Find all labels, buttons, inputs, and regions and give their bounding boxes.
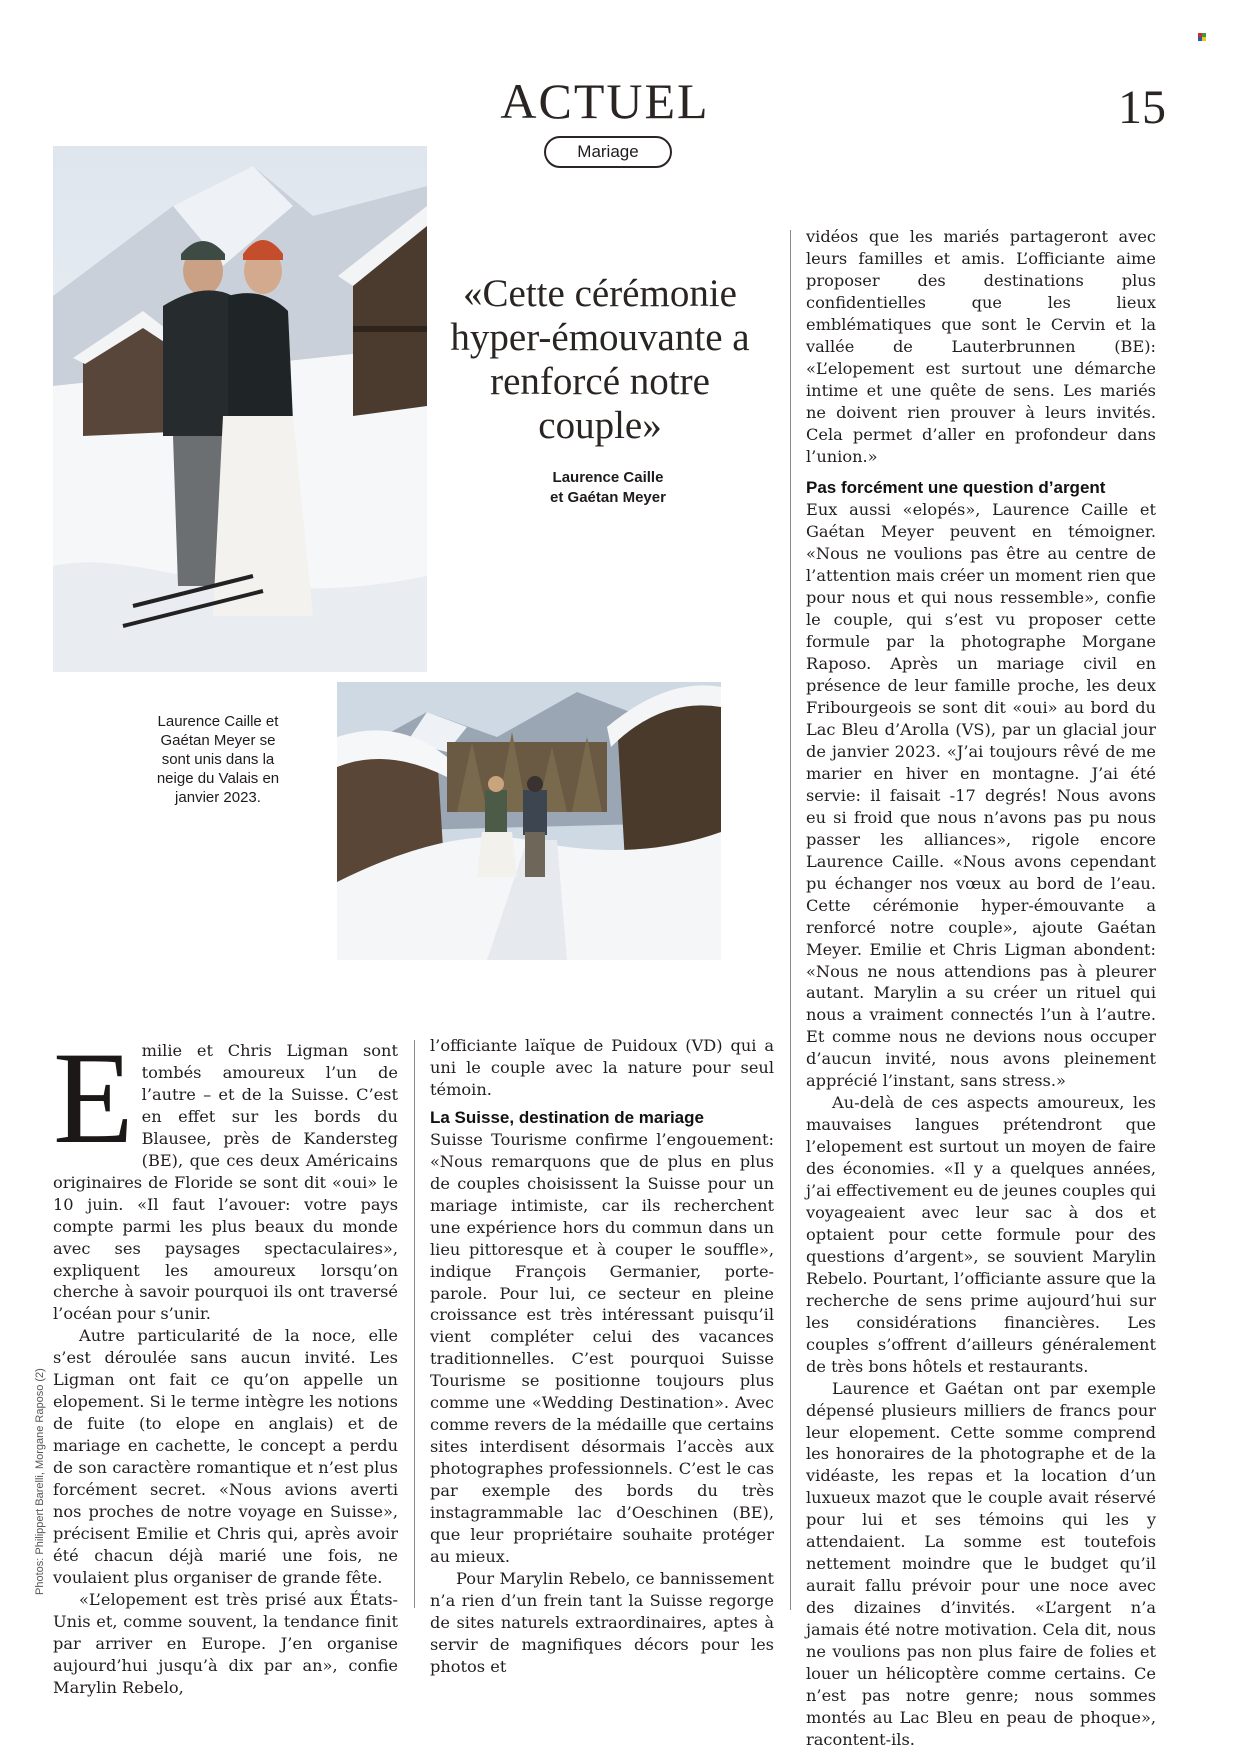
col1-paragraph-3: «L’elopement est très prisé aux États-Unis et, comme souvent, la tendance finit par arriver en Europe. J’en organise aujourd’hui jusqu’à dix par an», confie Marylin Rebelo, (53, 1589, 398, 1697)
pull-quote-credit (520, 468, 696, 508)
column-divider-2 (790, 230, 791, 1610)
pull-quote: «Cette cérémonie hyper-émouvante a renforcé notre couple» (450, 272, 750, 447)
photo-credit: Photos: Philippert Barelli, Morgane Raposo (2) (34, 1368, 46, 1595)
photo-couple-embrace (53, 146, 427, 672)
col1-paragraph-1: milie et Chris Ligman sont tombés amoureux l’un de l’autre – et de la Suisse. C’est en effet sur les bords du Blausee, près de Kandersteg (BE), que ces deux Américains originaires de Floride se sont dit «oui» le 10 juin. «Il faut l’avouer: votre pays compte parmi les plus beaux du monde avec ses paysages spectaculaires», expliquent les amoureux lorsqu’on cherche à savoir pourquoi ils ont traversé l’océan pour s’unir. (53, 1041, 398, 1324)
page-number: 15 (1118, 81, 1166, 134)
article-column-1 (53, 1024, 398, 1699)
dropcap: E (53, 1024, 134, 1171)
section-title: ACTUEL (500, 73, 710, 129)
article-column-2 (430, 1035, 774, 1678)
col3-paragraph-1: vidéos que les mariés partageront avec leurs familles et amis. L’officiante aime proposer des destinations plus confidentielles que les lieux emblématiques que sont le Cervin et la vallée de Lauterbrunnen (BE): «L’elopement est surtout une démarche intime et une quête de sens. Les mariés ne doivent rien prouver à leurs invités. Cela permet d’aller en profondeur dans l’union.» (806, 227, 1156, 466)
col2-paragraph-1: l’officiante laïque de Puidoux (VD) qui a uni le couple avec la nature pour seul témoin. (430, 1036, 774, 1099)
credit-line-1: Laurence Caille (552, 469, 664, 486)
col3-subheading: Pas forcément une question d’argent (806, 478, 1106, 498)
col3-paragraph-3: Au-delà de ces aspects amoureux, les mauvaises langues prétendront que l’elopement est surtout un moyen de faire des économies. «Il y a quelques années, j’ai effectivement eu de jeunes couples qui voyageaient avec leur sac à dos et optaient pour cette formule pour des questions d’argent», se souvient Marylin Rebelo. Pourtant, l’officiante assure que la recherche de sens prime aujourd’hui sur les considérations financières. Les couples s’offrent d’ailleurs généralement de très bons hôtels et restaurants. (806, 1093, 1156, 1376)
col1-paragraph-2: Autre particularité de la noce, elle s’est déroulée sans aucun invité. Les Ligman ont fait ce qu’on appelle un elopement. Si le terme intègre les notions de fuite (to elope en anglais) et de mariage en cachette, le concept a perdu de son caractère romantique et n’est plus forcément secret. «Nous avions averti nos proches de notre voyage en Suisse», précisent Emilie et Chris qui, après avoir été chacun déjà marié une fois, ne voulaient plus organiser de grande fête. (53, 1326, 398, 1587)
photo-couple-walking (337, 682, 721, 960)
photo-caption: Laurence Caille et Gaétan Meyer se sont unis dans la neige du Valais en janvier 2023. (156, 713, 280, 806)
col3-paragraph-4: Laurence et Gaétan ont par exemple dépensé plusieurs milliers de francs pour leur elopement. Cette somme comprend les honoraires de la photographe et de la vidéaste, les repas et la location d’un luxueux mazot que le couple avait réservé pour lui et ses témoins qui les y attendaient. La somme est toutefois nettement moindre que le budget qu’il aurait fallu prévoir pour une noce avec des dizaines d’invités. «L’argent n’a jamais été notre motivation. Cela dit, nous ne voulions pas non plus faire de folies et louer un hélicoptère comme certains. Ce n’est pas notre genre; nous sommes montés au Lac Bleu en peau de phoque», racontent-ils. (806, 1378, 1156, 1749)
col2-paragraph-3: Pour Marylin Rebelo, ce bannissement n’a rien d’un frein tant la Suisse regorge de sites naturels extraordinaires, aptes à servir de magnifiques décors pour les photos et (430, 1568, 774, 1676)
col2-subheading: La Suisse, destination de mariage (430, 1107, 704, 1127)
column-divider-1 (414, 1040, 415, 1608)
color-registration-mark (1198, 33, 1206, 41)
article-column-3 (806, 226, 1156, 1751)
col2-paragraph-2: Suisse Tourisme confirme l’engouement: «Nous remarquons que de plus en plus de couples choisissent la Suisse pour un mariage intimiste, car ils recherchent une expérience hors du commun dans un lieu pittoresque et à couper le souffle», indique François Germanier, porte-parole. Pour lui, ce secteur en pleine croissance est très intéressant puisqu’il vient compléter celui des vacances traditionnelles. C’est pourquoi Suisse Tourisme se positionne toujours plus comme une «Wedding Destination». Avec comme revers de la médaille que certains sites interdisent désormais l’accès aux photographes professionnels. C’est le cas par exemple des bords du très instagrammable lac d’Oeschinen (BE), que leur propriétaire souhaite protéger au mieux. (430, 1129, 774, 1566)
credit-line-2: et Gaétan Meyer (550, 489, 666, 506)
col3-paragraph-2: Eux aussi «elopés», Laurence Caille et Gaétan Meyer peuvent en témoigner. «Nous ne voulions pas être au centre de l’attention mais créer un moment rien que pour nous et qui nous ressemble», confie le couple, qui s’est vu proposer cette formule par la photographe Morgane Raposo. Après un mariage civil en présence de leur famille proche, les deux Fribourgeois se sont dit «oui» au bord du Lac Bleu d’Arolla (VS), par un glacial jour de janvier 2023. «J’ai toujours rêvé de me marier en hiver en montagne. J’ai été servie: il faisait -17 degrés! Nous avons eu si froid que nous n’avons pas pu nous passer les alliances», rigole encore Laurence Caille. «Nous avons cependant pu échanger nos vœux au bord de l’eau. Cette cérémonie hyper-émouvante a renforcé notre couple», ajoute Gaétan Meyer. Emilie et Chris Ligman abondent: «Nous ne nous attendions pas à pleurer autant. Marylin a su créer un rituel qui nous a vraiment connectés l’un à l’autre. Et comme nous ne devions nous occuper d’aucun invité, nous avons pleinement apprécié l’instant, sans stress.» (806, 500, 1156, 1091)
rubric-badge: Mariage (544, 136, 672, 168)
